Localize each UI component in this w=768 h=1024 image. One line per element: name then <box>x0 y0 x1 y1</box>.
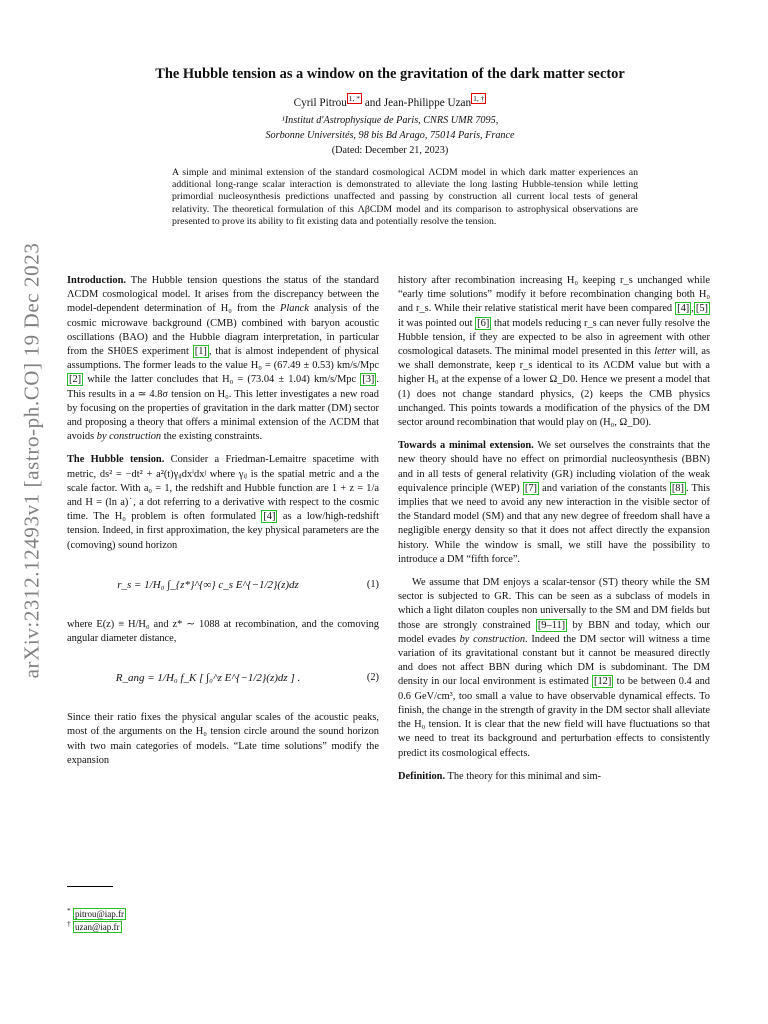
affiliation-line-2: Sorbonne Universités, 98 bis Bd Arago, 75014 Paris, France <box>265 130 515 141</box>
left-column <box>67 274 379 777</box>
hubble-text-a: Consider a Friedman-Lemaitre spacetime with metric, ds² = −dt² + a²(t)γᵢⱼdxⁱdxʲ where γᵢⱼ is the spatial metric and a the scale factor. With a₀ = 1, the redshift and Hubble function are 1 + z = 1/a and H = (ln a)˙, a dot referring to a derivative with respect to the cosmic time. The H₀ problem is often formulated <box>67 454 379 523</box>
ext-text-b: and variation of the constants <box>542 482 667 494</box>
p1-letter: letter <box>654 346 677 358</box>
citation-link[interactable]: [5] <box>695 303 708 315</box>
intro-text-b: analysis of the cosmic microwave background (CMB) combined with baryon acoustic oscillations (BAO) and the Hubble diagram interpretation, in particular from the SH0ES experiment <box>67 303 379 358</box>
right-column <box>398 274 710 793</box>
intro-text-e: . This results in a ≃ 4.8σ tension on H₀. This letter investigates a new road by focusing on the properties of gravitation in the dark matter (DM) sector and proposing a theory that offers a minimal extension of the ΛCDM that avoids <box>67 374 379 443</box>
st-text-a: We assume that DM enjoys a scalar-tensor (ST) theory while the SM sector is subjected to GR. This can be seen as a subclass of models in which a light dilaton couples non universally to the SM and DM fields but those are strongly constrained <box>398 577 710 631</box>
footnotes <box>67 908 126 934</box>
date-line: (Dated: December 21, 2023) <box>331 145 449 156</box>
arxiv-id: arXiv:2312.12493v1 [astro-ph.CO] 19 Dec 2023 <box>19 242 44 678</box>
st-by-construction: by construction <box>459 633 526 645</box>
extension-paragraph <box>398 439 710 567</box>
author-1-marks[interactable]: 1, * <box>348 94 361 104</box>
citation-link[interactable]: [8] <box>671 482 684 494</box>
eq1-lhs: r_s = <box>117 578 142 591</box>
hubble-paragraph <box>67 453 379 552</box>
equation-1 <box>67 562 379 608</box>
intro-by-construction: by construction <box>96 431 162 443</box>
citation-link[interactable]: [4] <box>677 303 690 315</box>
intro-paragraph <box>67 274 379 444</box>
equation-2 <box>67 655 379 701</box>
author-2: Jean-Philippe Uzan <box>383 97 472 109</box>
p1-text-c: that models reducing r_s can never fully resolve the Hubble tension, if they are expected to be also in agreement with other cosmological datasets. The minimal model presented in this <box>398 317 711 358</box>
citation-link[interactable]: [3] <box>362 374 375 386</box>
author-conjunction: and <box>364 97 381 109</box>
eq1-frac: 1/H₀ <box>144 578 165 591</box>
intro-text-f: the existing constraints. <box>163 431 263 443</box>
ext-text-c: . This implies that we need to avoid any new interaction in the visible sector of the Standard model (SM) and that any new degree of freedom shall have a negligible energy density so that it does not affect directly the expansion history. While the window is small, we still have the possibility to introduce a DM “fifth force”. <box>398 482 710 565</box>
p1-text-a: history after recombination increasing H₀ keeping r_s unchanged while “early time solutions” modify it before recombination changing both H₀ and r_s. While their relative statistical merit have been compared <box>398 275 710 315</box>
paper-title: The Hubble tension as a window on the gravitation of the dark matter sector <box>155 66 625 82</box>
eq2-frac: 1/H₀ <box>157 672 178 685</box>
closing-paragraph: Since their ratio fixes the physical angular scales of the acoustic peaks, most of the arguments on the H₀ tension circle around the sound horizon with two main categories of models. “Late time solutions” modify the expansion <box>67 712 379 766</box>
scalar-tensor-paragraph <box>398 576 710 761</box>
citation-link[interactable]: [6] <box>477 317 490 329</box>
hubble-text-b: as a low/high-redshift tension. Indeed, in first approximation, the key physical parameters are the (comoving) sound horizon <box>67 511 379 551</box>
author-1: Cyril Pitrou <box>293 97 347 109</box>
intro-text-c: , that is almost independent of physical assumptions. The former leads to the value H₀ = (67.49 ± 0.53) km/s/Mpc <box>67 346 379 372</box>
p1-text-b: it was pointed out <box>398 317 473 329</box>
eq1-body: ∫_{z*}^{∞} c_s E^{−1/2}(z)dz <box>167 578 299 591</box>
ext-text-a: We set ourselves the constraints that the new theory should have no effect on primordial nucleosynthesis (BBN) and in all tests of general relativity (GR) including violation of the weak equivalence principle (WEP) <box>398 440 710 494</box>
arxiv-stamp <box>12 240 52 680</box>
citation-link[interactable]: [4] <box>263 511 276 523</box>
eq2-lhs: R_ang = <box>115 672 155 685</box>
footnote-rule <box>67 886 113 887</box>
intro-text-d: while the latter concludes that H₀ = (73.04 ± 1.04) km/s/Mpc <box>87 374 357 386</box>
continuation-paragraph: history after recombination increasing H₀ keeping r_s unchanged while “early time solutions” modify it before recombination changing both H₀ and r_s. While their relative statistical merit have been compared [4] , [5] it was pointed out [6] that models reducing r_s can never fully resolve the Hubble tension, if they are expected to be also in agreement with other cosmological datasets. The minimal model presented in this letter will, as we shall demonstrate, keep r_s identical to its ΛCDM value but with a higher H₀ at the expense of a lower Ω_D0. Hence we present a model that (1) does not change standard physics, (2) keeps the CMB physics unchanged. This points towards a modification of the physics of the DM sector around recombination that would play on (H₀, Ω_D0). <box>398 275 711 429</box>
intro-planck: Planck <box>280 303 309 315</box>
footnote-1 <box>67 908 126 921</box>
p1-text-d: will, as we shall demonstrate, keep r_s identical to its ΛCDM value but with a higher H₀ at the expense of a lower Ω_D0. Hence we present a model that (1) does not change standard physics, (2) keeps the CMB physics unchanged. This points towards a modification of the physics of the DM sector around recombination that would play on (H₀, Ω_D0). <box>398 346 711 429</box>
extension-heading: Towards a minimal extension. <box>398 440 534 452</box>
affiliation-line-1: ¹Institut d'Astrophysique de Paris, CNRS UMR 7095, <box>281 115 499 126</box>
footnote-2 <box>67 921 126 934</box>
citation-link[interactable]: [2] <box>69 374 82 386</box>
footnote-2-mark: † <box>67 919 71 928</box>
st-text-c: . Indeed the DM sector will witness a time variation of its gravitational constant but it cannot be measured directly and does not affect BBN during which DM is subdominant. The DM density in our local environment is estimated <box>398 633 710 688</box>
st-text-d: to be between 0.4 and 0.6 GeV/cm³, too small a value to have observable dynamical effects. To finish, the change in the strength of gravity in the DM sector shall alleviate the H₀ tension. It is clear that the new field will have fluctuations so that we need to treat its background and perturbation effects to consistently predict its cosmological effects. <box>398 676 710 759</box>
eq1-after: where E(z) ≡ H/H₀ and z* ∼ 1088 at recombination, and the comoving angular diameter distance, <box>67 618 379 645</box>
equation-2-formula <box>67 671 349 685</box>
st-text-b: by BBN and today, which our model evades <box>398 619 710 645</box>
def-text-a: The theory for this minimal and sim- <box>447 770 602 782</box>
citation-link[interactable]: [1] <box>194 346 207 358</box>
author-2-marks[interactable]: 1, † <box>473 94 485 104</box>
author-line <box>60 94 720 109</box>
equation-1-number: (1) <box>366 578 379 590</box>
eq2-body: f_K [ ∫₀^z E^{−1/2}(z)dz ] . <box>180 672 301 685</box>
intro-heading: Introduction. <box>67 275 126 286</box>
abstract: A simple and minimal extension of the standard cosmological ΛCDM model in which dark matter experiences an additional long-range scalar interaction is demonstrated to alleviate the long lasting Hubble-tension while letting primordial nucleosynthesis predictions unaffected and passing by construction all current local tests of general relativity. The theoretical formulation of this ΛβCDM model and its comparison to astrophysical observations are presented to prove its ability to fit existing data and potentially resolve the tension. <box>172 167 638 227</box>
hubble-heading: The Hubble tension. <box>67 454 165 466</box>
email-link-2[interactable]: uzan@iap.fr <box>75 922 120 932</box>
equation-1-formula <box>67 578 349 592</box>
citation-link[interactable]: [7] <box>524 482 537 494</box>
intro-text-a: The Hubble tension questions the status of the standard ΛCDM cosmological model. It arises from the discrepancy between the model-dependent determination of H₀ from the <box>67 275 379 315</box>
citation-link[interactable]: [12] <box>594 676 612 688</box>
footnote-1-mark: * <box>67 906 71 915</box>
email-link-1[interactable]: pitrou@iap.fr <box>75 909 125 919</box>
citation-link[interactable]: [9–11] <box>537 619 566 631</box>
affiliation <box>60 113 720 143</box>
definition-paragraph <box>398 770 710 784</box>
definition-heading: Definition. <box>398 770 446 782</box>
equation-2-number: (2) <box>366 672 379 684</box>
